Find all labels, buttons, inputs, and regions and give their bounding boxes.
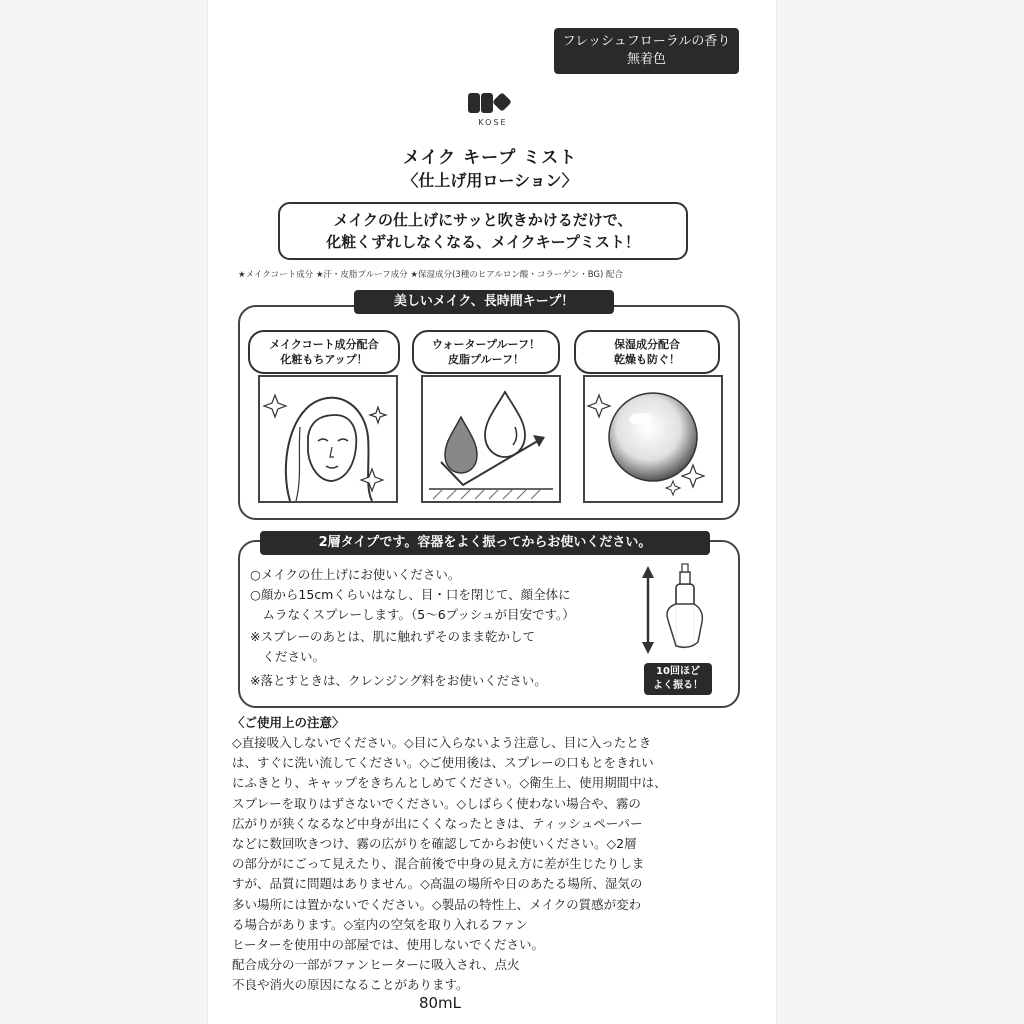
benefit-panel-waterproof — [421, 375, 561, 503]
caution-line: などに数回吹きつけ、霧の広がりを確認してからお使いください。◇2層 — [232, 836, 637, 852]
shake-line-2: よく振る！ — [653, 680, 703, 691]
howto-line-3: ムラなくスプレーします。（5〜6プッシュが目安です。） — [250, 607, 575, 622]
caution-line: 不良や消火の原因になることがあります。 — [232, 977, 469, 993]
caution-title: 〈ご使用上の注意〉 — [232, 715, 345, 730]
caution-text — [232, 733, 742, 996]
spray-shake-icon — [632, 560, 718, 660]
benefit-panel-makeup — [258, 375, 398, 503]
benefit-1-line-1: メイクコート成分配合 — [269, 338, 379, 351]
benefit-3-line-2: 乾燥も防ぐ！ — [614, 353, 680, 366]
fragrance-badge — [554, 28, 739, 74]
product-title: メイク キープ ミスト — [402, 148, 578, 168]
caution-line: 配合成分の一部がファンヒーターに吸入され、点火 — [232, 957, 520, 973]
water-drops-illustration — [423, 377, 559, 501]
caution-line: すが、品質に問題はありません。◇高温の場所や日のあたる場所、湿気の — [232, 876, 643, 892]
woman-face-illustration — [260, 377, 396, 501]
howto-line-5: ください。 — [250, 649, 326, 664]
catch-line-1: メイクの仕上げにサッと吹きかけるだけで、 — [333, 211, 633, 229]
howto-line-4: ※スプレーのあとは、肌に触れずそのまま乾かして — [250, 629, 535, 644]
kose-logo-icon — [463, 88, 523, 118]
howto-header: 2層タイプです。容器をよく振ってからお使いください。 — [260, 531, 710, 555]
howto-line-2: ○顔から15cmくらいはなし、目・口を閉じて、顔全体に — [250, 587, 571, 602]
catch-line-2: 化粧くずれしなくなる、メイクキープミスト！ — [326, 233, 640, 251]
benefit-2-line-1: ウォータープルーフ！ — [431, 338, 541, 351]
caution-line: 広がりが狭くなるなど中身が出にくくなったときは、ティッシュペーパー — [232, 815, 643, 831]
benefit-1-line-2: 化粧もちアップ！ — [280, 353, 368, 366]
caution-line: る場合があります。◇室内の空気を取り入れるファン — [232, 916, 528, 932]
benefit-panel-moisture — [583, 375, 723, 503]
howto-line-6: ※落とすときは、クレンジング料をお使いください。 — [250, 673, 547, 688]
shake-tag — [644, 663, 712, 695]
caution-line: は、すぐに洗い流してください。◇ご使用後は、スプレーの口もとをきれい — [232, 755, 654, 771]
ingredients-note: ★メイクコート成分 ★汗・皮脂プルーフ成分 ★保湿成分(3種のヒアルロン酸・コラーゲン・BG) 配合 — [238, 270, 623, 280]
color-free-text: 無着色 — [626, 52, 666, 67]
logo-text: KOSE — [478, 118, 508, 127]
moisture-sphere-illustration — [585, 377, 721, 501]
caution-line: ◇直接吸入しないでください。◇目に入らないよう注意し、目に入ったとき — [232, 735, 652, 750]
caution-line: スプレーを取りはずさないでください。◇しばらく使わない場合や、霧の — [232, 795, 641, 811]
catch-copy-box — [278, 202, 688, 260]
product-subtitle: 〈仕上げ用ローション〉 — [402, 171, 578, 190]
shake-line-1: 10回ほど — [656, 666, 700, 677]
volume-label: 80mL — [418, 994, 462, 1012]
benefit-bubble-moisture — [574, 330, 720, 374]
benefit-2-line-2: 皮脂プルーフ！ — [447, 353, 524, 366]
benefit-bubble-waterproof — [412, 330, 560, 374]
fragrance-text: フレッシュフローラルの香り — [562, 34, 731, 49]
benefits-header: 美しいメイク、長時間キープ！ — [354, 290, 614, 314]
caution-line: ヒーターを使用中の部屋では、使用しないでください。 — [232, 937, 545, 953]
caution-line: にふきとり、キャップをきちんとしめてください。◇衛生上、使用期間中は、 — [232, 775, 667, 791]
kose-logo — [463, 88, 523, 136]
benefit-3-line-1: 保湿成分配合 — [614, 338, 680, 351]
caution-line: 多い場所には置かないでください。◇製品の特性上、メイクの質感が変わ — [232, 896, 642, 912]
caution-line: の部分がにごって見えたり、混合前後で中身の見え方に差が生じたりしま — [232, 856, 645, 872]
benefit-bubble-makeup — [248, 330, 400, 374]
howto-line-1: ○メイクの仕上げにお使いください。 — [250, 567, 461, 582]
